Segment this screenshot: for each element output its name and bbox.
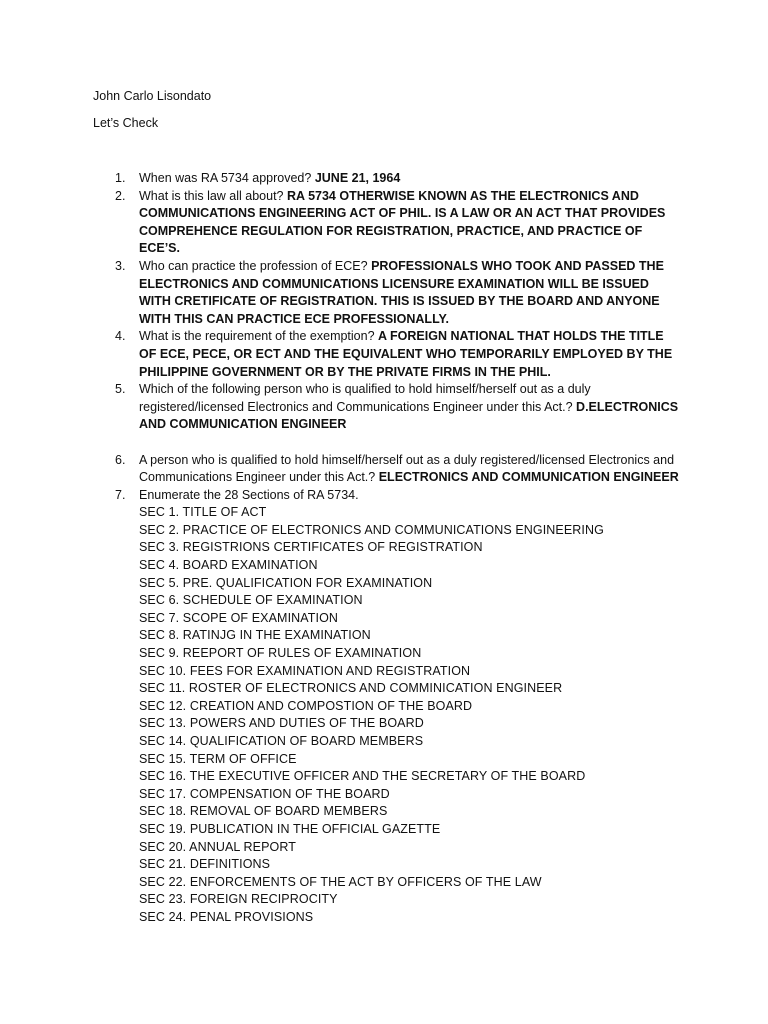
question-number: 5. [115, 382, 126, 397]
question-text: Who can practice the profession of ECE? [139, 258, 372, 273]
question-text: What is the requirement of the exemption? [139, 329, 379, 344]
section-item: SEC 7. SCOPE OF EXAMINATION [139, 610, 339, 625]
question-item [93, 328, 683, 381]
answer-text: A FOREIGN NATIONAL THAT HOLDS THE TITLE OF ECE, PECE, OR ECT AND THE EQUIVALENT WHO TEMPORARILY EMPLOYED BY THE PHILIPPINE GOVERNMENT OR BY THE PRIVATE FIRMS IN THE PHIL. [139, 329, 673, 379]
section-item: SEC 24. PENAL PROVISIONS [139, 909, 314, 924]
section-item: SEC 5. PRE. QUALIFICATION FOR EXAMINATION [139, 575, 433, 590]
section-item: SEC 2. PRACTICE OF ELECTRONICS AND COMMUNICATIONS ENGINEERING [139, 522, 604, 537]
question-number: 1. [115, 171, 126, 185]
section-item: SEC 9. REEPORT OF RULES OF EXAMINATION [139, 646, 422, 661]
section-item: SEC 15. TERM OF OFFICE [139, 751, 297, 766]
section-item: SEC 13. POWERS AND DUTIES OF THE BOARD [139, 716, 424, 731]
section-item: SEC 23. FOREIGN RECIPROCITY [139, 892, 338, 907]
question-text: Enumerate the 28 Sections of RA 5734. [139, 487, 359, 502]
question-number: 7. [115, 487, 126, 502]
sections-list [139, 504, 683, 926]
section-item: SEC 16. THE EXECUTIVE OFFICER AND THE SECRETARY OF THE BOARD [139, 769, 586, 784]
answer-text: ELECTRONICS AND COMMUNICATION ENGINEER [378, 470, 679, 485]
question-text: Which of the following person who is qualified to hold himself/herself out as a duly registered/licensed Electronics and Communications Engineer under this Act.? [139, 382, 591, 414]
answer-text: JUNE 21, 1964 [314, 171, 401, 185]
question-number: 4. [115, 329, 126, 344]
answer-text: PROFESSIONALS WHO TOOK AND PASSED THE ELECTRONICS AND COMMUNICATIONS LICENSURE EXAMINATION WILL BE ISSUED WITH CRETIFICATE OF REGISTRATION. THIS IS ISSUED BY THE BOARD AND ANYONE WITH THIS CAN PRACTICE ECE PROFESSIONALLY. [139, 258, 664, 326]
question-item [93, 170, 683, 188]
question-number: 3. [115, 258, 126, 273]
section-item: SEC 10. FEES FOR EXAMINATION AND REGISTRATION [139, 663, 471, 678]
section-item: SEC 17. COMPENSATION OF THE BOARD [139, 786, 390, 801]
question-number: 6. [115, 452, 126, 467]
question-text: When was RA 5734 approved? [139, 171, 315, 185]
section-item: SEC 21. DEFINITIONS [139, 857, 271, 872]
question-text: A person who is qualified to hold himself/herself out as a duly registered/licensed Electronics and Communications Engineer under this Act.? [139, 452, 675, 485]
section-item: SEC 4. BOARD EXAMINATION [139, 558, 318, 573]
section-item: SEC 22. ENFORCEMENTS OF THE ACT BY OFFICERS OF THE LAW [139, 874, 542, 889]
section-item: SEC 11. ROSTER OF ELECTRONICS AND COMMINICATION ENGINEER [139, 681, 563, 696]
section-item: SEC 12. CREATION AND COMPOSTION OF THE BOARD [139, 698, 473, 713]
answer-text: D.ELECTRONICS AND COMMUNICATION ENGINEER [139, 399, 679, 432]
section-item: SEC 3. REGISTRIONS CERTIFICATES OF REGISTRATION [139, 540, 483, 555]
author-name: John Carlo Lisondato [93, 89, 212, 103]
question-item [93, 487, 683, 927]
section-item: SEC 1. TITLE OF ACT [139, 505, 267, 520]
question-item [93, 258, 683, 328]
question-number: 2. [115, 188, 126, 203]
section-item: SEC 19. PUBLICATION IN THE OFFICIAL GAZETTE [139, 821, 441, 836]
section-item: SEC 14. QUALIFICATION OF BOARD MEMBERS [139, 734, 424, 748]
question-item [93, 381, 683, 434]
question-item [93, 188, 683, 258]
section-item: SEC 6. SCHEDULE OF EXAMINATION [139, 593, 363, 608]
section-item: SEC 20. ANNUAL REPORT [139, 839, 297, 854]
question-text: What is this law all about? [139, 188, 287, 203]
question-list [93, 170, 683, 927]
section-title: Let’s Check [93, 116, 159, 130]
answer-text: RA 5734 OTHERWISE KNOWN AS THE ELECTRONICS AND COMMUNICATIONS ENGINEERING ACT OF PHIL. IS A LAW OR AN ACT THAT PROVIDES COMPREHENCE REGULATION FOR REGISTRATION, PRACTICE, AND PRACTICE OF ECE’S. [139, 188, 666, 256]
question-item [93, 452, 683, 487]
section-item: SEC 18. REMOVAL OF BOARD MEMBERS [139, 804, 388, 819]
section-item: SEC 8. RATINJG IN THE EXAMINATION [139, 628, 371, 643]
